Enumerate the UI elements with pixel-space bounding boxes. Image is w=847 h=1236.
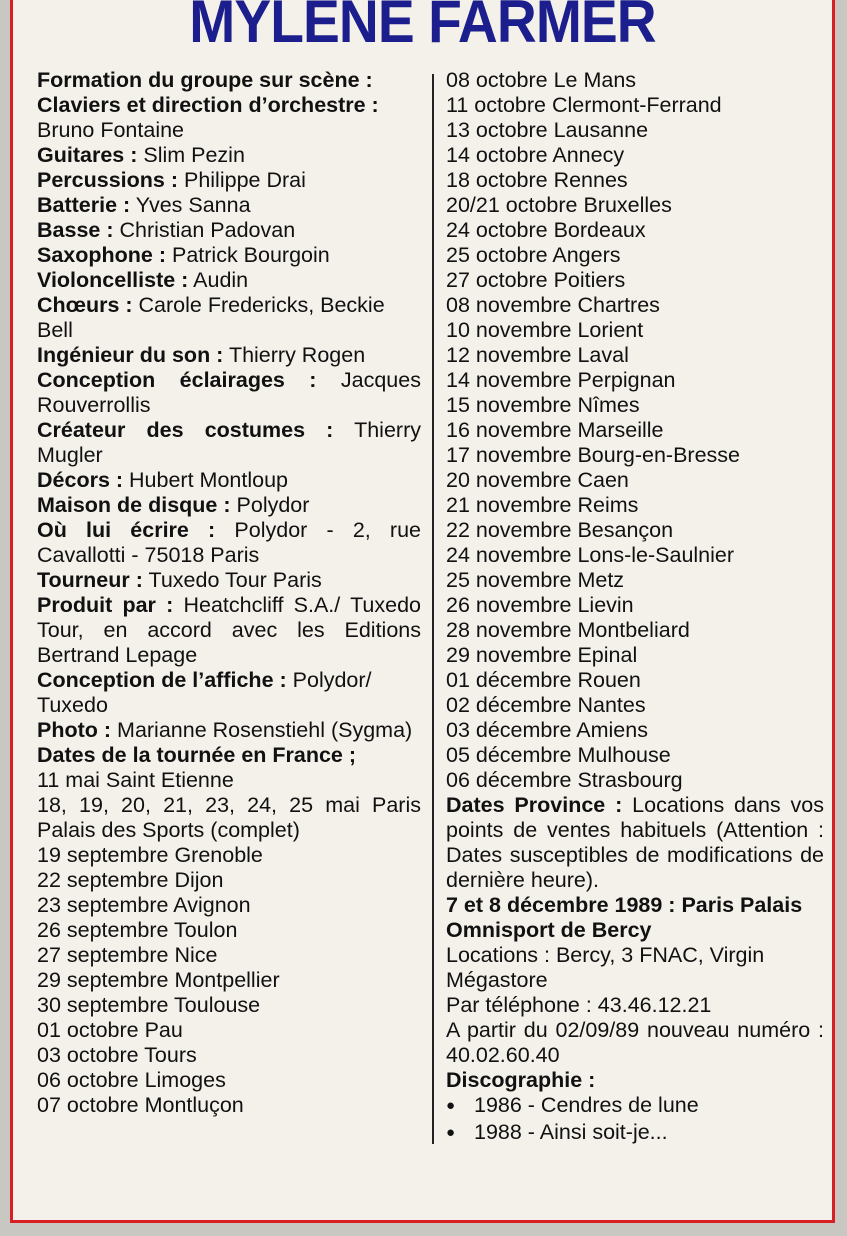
tour-date: 27 octobre Poitiers bbox=[446, 268, 626, 292]
bullet-icon bbox=[446, 1093, 474, 1120]
credit-line bbox=[37, 168, 421, 193]
credit-value: Polydor - 2, rue Cavallotti - 75018 Paris bbox=[37, 518, 421, 567]
tour-date: 14 novembre Perpignan bbox=[446, 368, 676, 392]
column-divider bbox=[432, 74, 434, 1144]
credit-value: Thierry Mugler bbox=[37, 418, 421, 467]
credit-label: Basse : bbox=[37, 218, 114, 242]
credit-label: Guitares : bbox=[37, 143, 138, 167]
credit-value: Polydor bbox=[236, 493, 310, 517]
credit-label: Claviers et direction d’orchestre : bbox=[37, 93, 379, 117]
tour-heading: Dates de la tournée en France ; bbox=[37, 743, 357, 767]
credit-label: Décors : bbox=[37, 468, 124, 492]
tour-date: 25 octobre Angers bbox=[446, 243, 621, 267]
credit-value: Patrick Bourgoin bbox=[172, 243, 330, 267]
credit-line bbox=[37, 143, 421, 168]
tour-date: 29 septembre Montpellier bbox=[37, 968, 280, 992]
credit-value: Yves Sanna bbox=[135, 193, 251, 217]
bercy-locations: Locations : Bercy, 3 FNAC, Virgin Mégastore bbox=[446, 943, 765, 992]
credit-line bbox=[37, 268, 421, 293]
credit-line bbox=[37, 718, 421, 743]
bercy-new-number: A partir du 02/09/89 nouveau numéro : 40.02.60.40 bbox=[446, 1018, 824, 1067]
credit-label: Percussions : bbox=[37, 168, 178, 192]
dates-column bbox=[446, 68, 824, 1147]
credit-line bbox=[37, 493, 421, 518]
tour-date: 18, 19, 20, 21, 23, 24, 25 mai Paris Palais des Sports (complet) bbox=[37, 793, 421, 842]
tour-date: 26 novembre Lievin bbox=[446, 593, 634, 617]
credit-label: Violoncelliste : bbox=[37, 268, 189, 292]
credit-line bbox=[37, 518, 421, 568]
tour-date: 15 novembre Nîmes bbox=[446, 393, 640, 417]
tour-date: 23 septembre Avignon bbox=[37, 893, 251, 917]
province-note bbox=[446, 793, 824, 893]
bullet-icon bbox=[446, 1120, 474, 1147]
credit-line bbox=[37, 193, 421, 218]
tour-date: 06 octobre Limoges bbox=[37, 1068, 226, 1092]
credit-value: Marianne Rosenstiehl (Sygma) bbox=[117, 718, 413, 742]
credit-line bbox=[37, 293, 421, 343]
credit-label: Saxophone : bbox=[37, 243, 167, 267]
tour-date: 08 novembre Chartres bbox=[446, 293, 660, 317]
credit-line bbox=[37, 243, 421, 268]
tour-dates-right bbox=[446, 68, 824, 793]
credit-label: Chœurs : bbox=[37, 293, 133, 317]
tour-date: 21 novembre Reims bbox=[446, 493, 639, 517]
province-label: Dates Province : bbox=[446, 793, 623, 817]
credit-line bbox=[37, 468, 421, 493]
credit-line bbox=[37, 68, 421, 93]
tour-date: 26 septembre Toulon bbox=[37, 918, 238, 942]
credit-label: Maison de disque : bbox=[37, 493, 231, 517]
tour-date: 07 octobre Montluçon bbox=[37, 1093, 244, 1117]
credit-label: Conception de l’affiche : bbox=[37, 668, 287, 692]
discography-item-text: 1988 - Ainsi soit-je... bbox=[474, 1120, 668, 1144]
tour-date: 25 novembre Metz bbox=[446, 568, 625, 592]
discography-item bbox=[446, 1093, 824, 1120]
tour-date: 16 novembre Marseille bbox=[446, 418, 664, 442]
tour-date: 24 octobre Bordeaux bbox=[446, 218, 646, 242]
tour-date: 05 décembre Mulhouse bbox=[446, 743, 671, 767]
tour-date: 03 décembre Amiens bbox=[446, 718, 648, 742]
credit-line bbox=[37, 343, 421, 368]
tour-date: 20/21 octobre Bruxelles bbox=[446, 193, 672, 217]
tour-date: 28 novembre Montbeliard bbox=[446, 618, 690, 642]
tour-date: 22 septembre Dijon bbox=[37, 868, 224, 892]
credit-label: Tourneur : bbox=[37, 568, 143, 592]
tour-date: 10 novembre Lorient bbox=[446, 318, 644, 342]
tour-date: 18 octobre Rennes bbox=[446, 168, 628, 192]
tour-date: 11 octobre Clermont-Ferrand bbox=[446, 93, 722, 117]
tour-date: 06 décembre Strasbourg bbox=[446, 768, 683, 792]
credit-label: Batterie : bbox=[37, 193, 131, 217]
tour-date: 30 septembre Toulouse bbox=[37, 993, 261, 1017]
credit-value: Polydor/ Tuxedo bbox=[37, 668, 372, 717]
credit-label: Formation du groupe sur scène : bbox=[37, 68, 373, 92]
credit-value: Audin bbox=[193, 268, 249, 292]
credit-line bbox=[37, 93, 421, 118]
tour-date: 29 novembre Epinal bbox=[446, 643, 638, 667]
credit-value: Hubert Montloup bbox=[129, 468, 288, 492]
tour-date: 12 novembre Laval bbox=[446, 343, 629, 367]
discography-item-text: 1986 - Cendres de lune bbox=[474, 1093, 699, 1117]
credit-line bbox=[37, 368, 421, 418]
bercy-phone: Par téléphone : 43.46.12.21 bbox=[446, 993, 712, 1017]
credit-label: Conception éclairages : bbox=[37, 368, 317, 392]
credit-value: Tuxedo Tour Paris bbox=[148, 568, 322, 592]
credit-line bbox=[37, 593, 421, 668]
credit-value: Jacques Rouverrollis bbox=[37, 368, 421, 417]
bercy-heading: 7 et 8 décembre 1989 : Paris Palais Omnisport de Bercy bbox=[446, 893, 803, 942]
tour-date: 24 novembre Lons-le-Saulnier bbox=[446, 543, 735, 567]
credit-value: Heatchcliff S.A./ Tuxedo Tour, en accord avec les Editions Bertrand Lepage bbox=[37, 593, 421, 667]
tour-date: 20 novembre Caen bbox=[446, 468, 629, 492]
credit-value: Slim Pezin bbox=[143, 143, 245, 167]
province-text: Locations dans vos points de ventes habituels (Attention : Dates susceptibles de modifications de dernière heure). bbox=[446, 793, 825, 892]
credit-line bbox=[37, 568, 421, 593]
page-title: MYLENE FARMER bbox=[189, 0, 656, 55]
credit-line bbox=[37, 218, 421, 243]
credit-label: Produit par : bbox=[37, 593, 174, 617]
tour-date: 02 décembre Nantes bbox=[446, 693, 646, 717]
magazine-page bbox=[10, 0, 835, 1223]
discography-heading: Discographie : bbox=[446, 1068, 596, 1092]
tour-date: 08 octobre Le Mans bbox=[446, 68, 637, 92]
credit-value: Philippe Drai bbox=[183, 168, 306, 192]
tour-date: 13 octobre Lausanne bbox=[446, 118, 649, 142]
discography-item bbox=[446, 1120, 824, 1147]
tour-date: 03 octobre Tours bbox=[37, 1043, 197, 1067]
credit-value: Christian Padovan bbox=[119, 218, 296, 242]
tour-date: 27 septembre Nice bbox=[37, 943, 218, 967]
credit-label: Photo : bbox=[37, 718, 112, 742]
tour-dates-left bbox=[37, 768, 421, 1118]
credit-label: Créateur des costumes : bbox=[37, 418, 334, 442]
credits-column bbox=[37, 68, 421, 1118]
credit-line bbox=[37, 418, 421, 468]
credit-value: Thierry Rogen bbox=[228, 343, 366, 367]
credit-value: Carole Fredericks, Beckie Bell bbox=[37, 293, 385, 342]
tour-date: 14 octobre Annecy bbox=[446, 143, 625, 167]
tour-date: 01 décembre Rouen bbox=[446, 668, 641, 692]
tour-date: 11 mai Saint Etienne bbox=[37, 768, 234, 792]
credit-label: Où lui écrire : bbox=[37, 518, 216, 542]
tour-date: 19 septembre Grenoble bbox=[37, 843, 263, 867]
credit-line bbox=[37, 668, 421, 718]
credit-value: Bruno Fontaine bbox=[37, 118, 185, 142]
credit-label: Ingénieur du son : bbox=[37, 343, 224, 367]
tour-date: 01 octobre Pau bbox=[37, 1018, 183, 1042]
tour-date: 22 novembre Besançon bbox=[446, 518, 674, 542]
tour-date: 17 novembre Bourg-en-Bresse bbox=[446, 443, 740, 467]
